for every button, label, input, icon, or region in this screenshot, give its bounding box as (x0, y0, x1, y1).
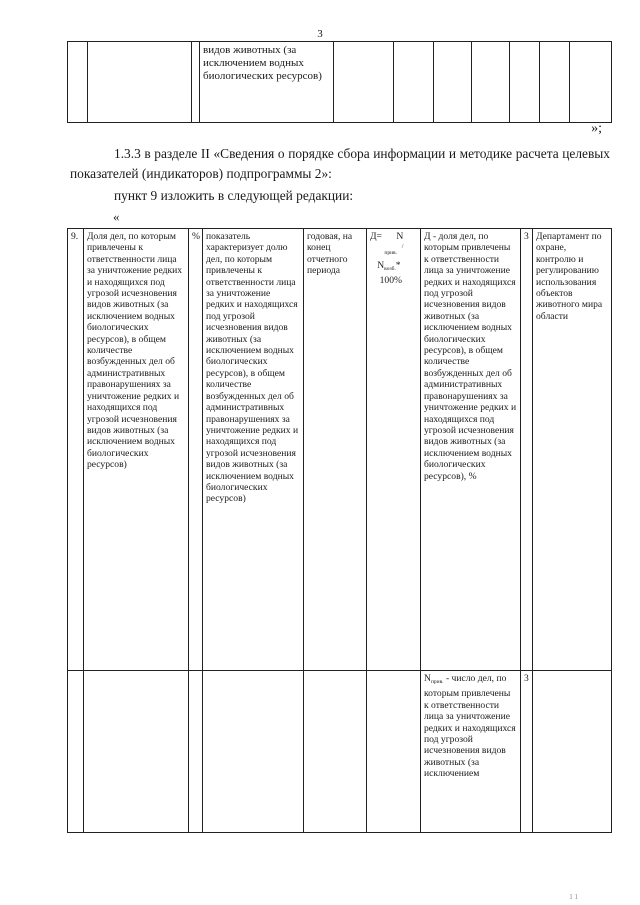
paragraph-section: 1.3.3 в разделе II «Сведения о порядке сбора информации и методике расчета целевых показателей (индикаторов) подпрограммы 2»: (70, 146, 610, 181)
formula-sub-priv: прив. (384, 250, 397, 257)
indicator-description: показатель характеризует долю дел, по которым привлечены к ответственности лица за уничтожение редких и находящихся под угрозой исчезновения видов животных (за исключением водных биологических ресурсов), в общем количестве возбужденных дел об административных правонарушениях за уничтожение редких и находящихся под угрозой исчезновения видов животных (за исключением водных биологических ресурсов) (203, 229, 304, 671)
var-n: N (424, 673, 431, 684)
formula-star: * (395, 259, 401, 271)
indicator-name: Доля дел, по которым привлечены к ответственности лица за уничтожение редких и находящихся под угрозой исчезновения видов животных (за исключением водных биологических ресурсов), в общем количестве возбужденных дел об административных правонарушениях за уничтожение редких и находящихся под угрозой исчезновения видов животных (за исключением водных биологических ресурсов) (84, 229, 189, 671)
formula-d: Д= (370, 231, 382, 242)
variable-description (421, 671, 521, 833)
table-cell (434, 42, 472, 123)
method-cell: 3 (521, 671, 533, 833)
var-desc-text: - число дел, по которым привлечены к ответственности лица за уничтожение редких и находящихся под угрозой исчезновения видов животных (за исключением (424, 673, 516, 780)
table-cell (192, 42, 200, 123)
table-cell (68, 671, 84, 833)
table-cell (510, 42, 540, 123)
opening-quote: « (113, 209, 120, 224)
table-row (68, 229, 612, 671)
formula-percent: 100% (379, 275, 402, 287)
table-row (68, 671, 612, 833)
table-cell (189, 671, 203, 833)
table-cell-animals: видов животных (за исключением водных биологических ресурсов) (200, 42, 334, 123)
table-cell (68, 42, 88, 123)
responsible-cell: Департамент по охране, контролю и регулированию использования объектов животного мира области (533, 229, 612, 671)
row-number: 9. (68, 229, 84, 671)
table-cell (84, 671, 189, 833)
indicator-table (67, 228, 612, 833)
closing-quote: »; (591, 121, 602, 136)
table-cell (367, 671, 421, 833)
formula-slash: / (401, 244, 404, 251)
method-cell: 3 (521, 229, 533, 671)
table-cell (540, 42, 570, 123)
paragraph-instruction: пункт 9 изложить в следующей редакции: (114, 188, 354, 203)
formula-sub-vozb: возб. (384, 265, 396, 272)
table-cell (472, 42, 510, 123)
continued-table (67, 41, 612, 123)
formula-cell (367, 229, 421, 671)
table-cell (334, 42, 394, 123)
formula-n2: N (377, 259, 385, 271)
periodicity-cell: годовая, на конец отчетного периода (304, 229, 367, 671)
table-cell (394, 42, 434, 123)
formula-n: N (396, 231, 404, 242)
variable-description: Д - доля дел, по которым привлечены к ответственности лица за уничтожение редких и находящихся под угрозой исчезновения видов животных (за исключением водных биологических ресурсов), в общем количестве возбужденных дел об административных правонарушениях за уничтожение редких и находящихся под угрозой исчезновения видов животных (за исключением водных биологических ресурсов), % (421, 229, 521, 671)
unit-cell: % (189, 229, 203, 671)
table-cell (570, 42, 612, 123)
var-sub: прив. (430, 679, 444, 685)
page-number: 3 (317, 28, 323, 40)
table-cell (88, 42, 192, 123)
footer-mark: 1 1 (569, 893, 578, 901)
table-cell (533, 671, 612, 833)
table-cell (203, 671, 304, 833)
table-cell (304, 671, 367, 833)
